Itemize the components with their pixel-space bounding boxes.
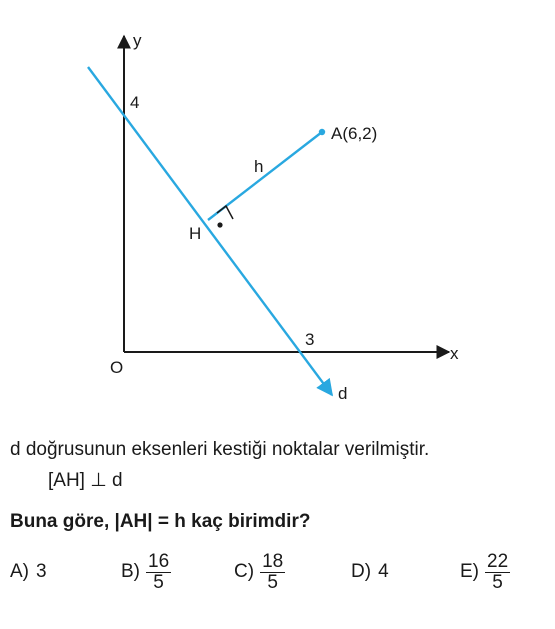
option-b[interactable] xyxy=(121,545,171,599)
option-d-letter: D) xyxy=(351,561,372,582)
point-h-label: H xyxy=(189,224,202,243)
right-angle-dot xyxy=(217,222,222,227)
option-c-denominator: 5 xyxy=(267,571,278,593)
y-intercept-label: 4 xyxy=(130,93,140,112)
x-axis-label: x xyxy=(450,344,459,363)
option-e[interactable] xyxy=(460,545,510,599)
option-d[interactable] xyxy=(351,545,389,599)
point-a-label: A(6,2) xyxy=(331,124,378,143)
option-b-fraction xyxy=(146,552,171,593)
y-axis-label: y xyxy=(133,31,142,50)
option-e-letter: E) xyxy=(460,561,479,582)
option-b-denominator: 5 xyxy=(153,571,164,593)
origin-label: O xyxy=(110,358,124,377)
option-a[interactable] xyxy=(10,545,47,599)
perpendicular-condition: [AH] ⊥ d xyxy=(48,470,123,491)
option-b-numerator: 16 xyxy=(148,550,170,572)
option-a-letter: A) xyxy=(10,561,29,582)
problem-statement: d doğrusunun eksenleri kestiği noktalar verilmiştir. xyxy=(10,439,430,460)
option-e-denominator: 5 xyxy=(492,571,503,593)
option-d-value: 4 xyxy=(378,561,389,582)
option-c[interactable] xyxy=(234,545,285,599)
option-b-letter: B) xyxy=(121,561,140,582)
option-e-numerator: 22 xyxy=(487,550,509,572)
x-intercept-label: 3 xyxy=(305,330,315,349)
segment-h-label: h xyxy=(254,157,264,176)
option-e-fraction xyxy=(485,552,510,593)
option-c-fraction xyxy=(260,552,285,593)
option-c-letter: C) xyxy=(234,561,255,582)
option-a-value: 3 xyxy=(36,561,47,582)
line-d-label: d xyxy=(338,384,348,403)
option-c-numerator: 18 xyxy=(262,550,284,572)
question-text: Buna göre, |AH| = h kaç birimdir? xyxy=(10,511,311,532)
point-a xyxy=(319,129,325,135)
